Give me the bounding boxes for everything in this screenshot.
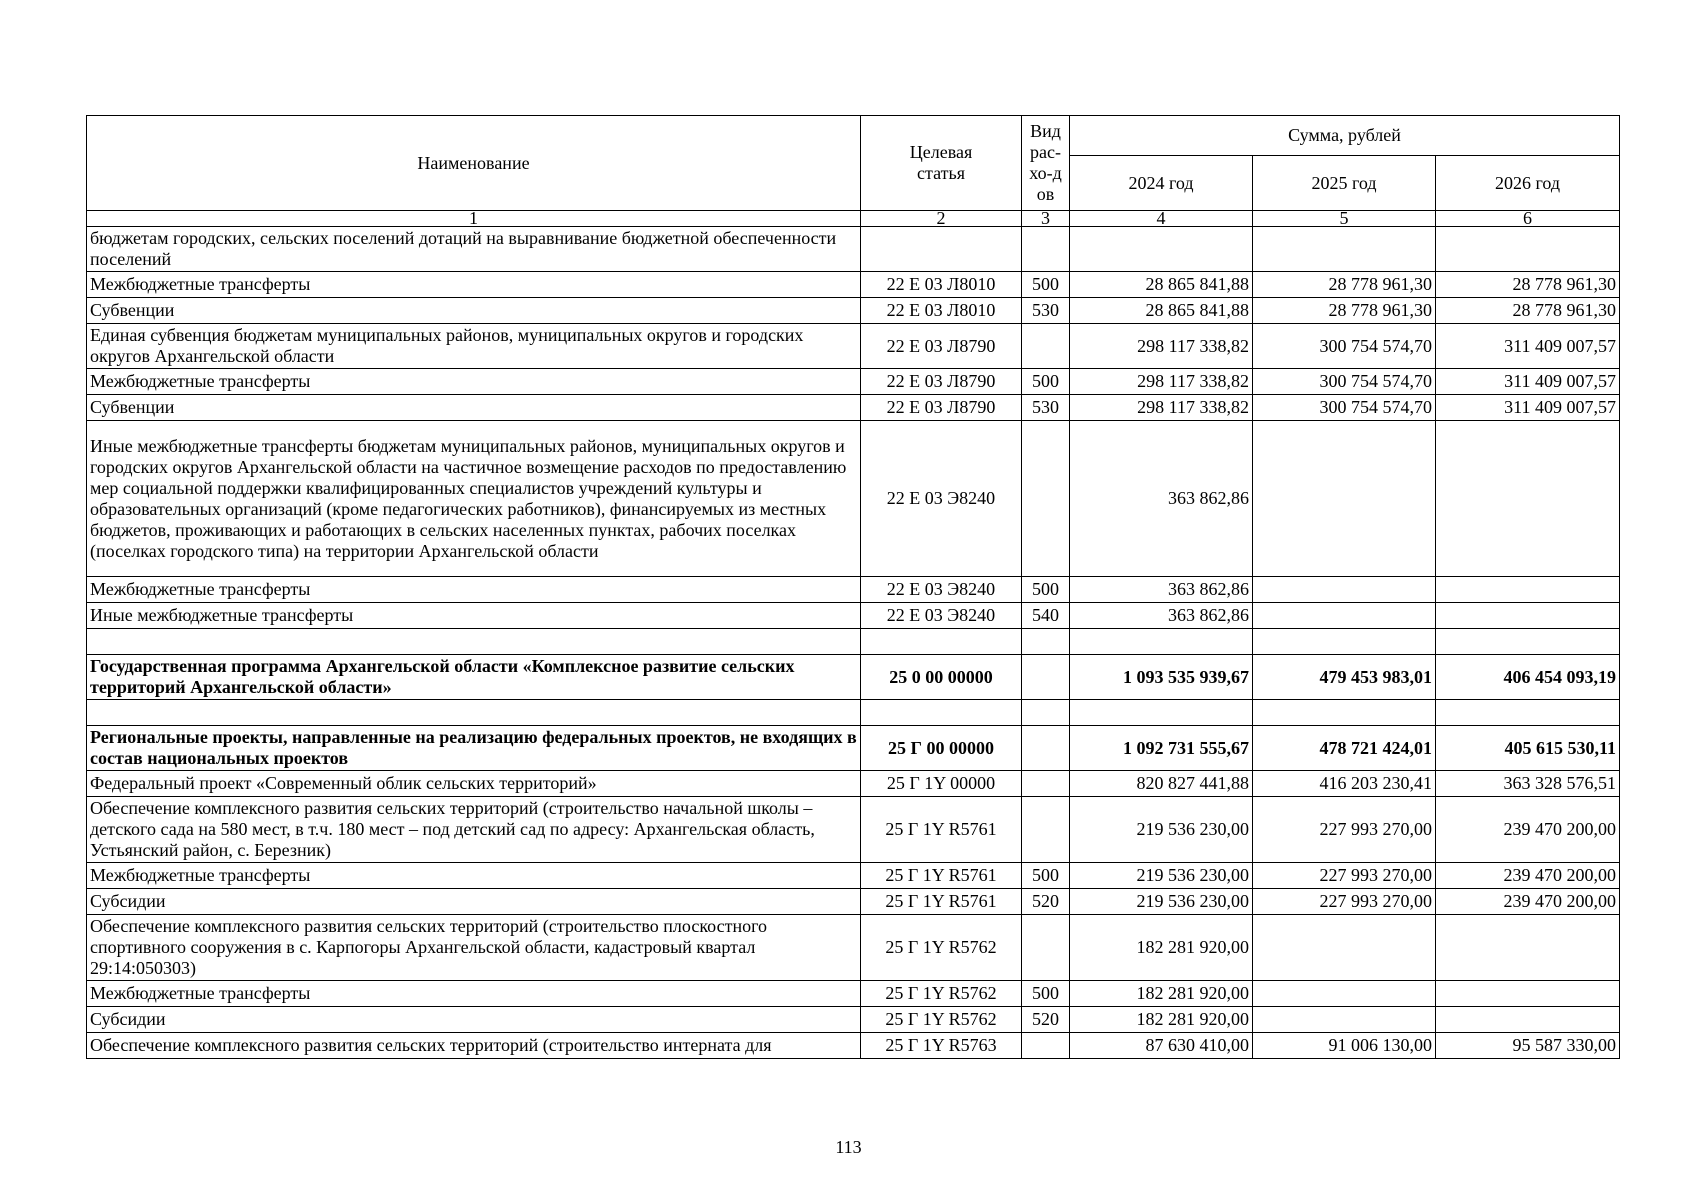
row-target-item-cell: 22 Е 03 Л8010 (861, 298, 1022, 324)
row-sum-2026-cell (1436, 421, 1620, 577)
row-sum-2025-cell: 300 754 574,70 (1253, 369, 1436, 395)
row-sum-2025-cell: 227 993 270,00 (1253, 889, 1436, 915)
row-expense-type-cell (1022, 655, 1070, 700)
row-name-cell: Межбюджетные трансферты (87, 577, 861, 603)
row-sum-2026-cell (1436, 1007, 1620, 1033)
row-sum-2024-cell: 1 093 535 939,67 (1070, 655, 1253, 700)
row-target-item-cell: 22 Е 03 Э8240 (861, 577, 1022, 603)
table-row (87, 863, 1620, 889)
row-sum-2024-cell: 298 117 338,82 (1070, 395, 1253, 421)
row-expense-type-cell: 540 (1022, 603, 1070, 629)
row-sum-2025-cell (1253, 577, 1436, 603)
row-expense-type-cell: 500 (1022, 369, 1070, 395)
header-target-item: Целевая статья (861, 116, 1022, 211)
row-sum-2025-cell (1253, 227, 1436, 272)
row-expense-type-cell (1022, 324, 1070, 369)
row-sum-2024-cell: 363 862,86 (1070, 577, 1253, 603)
row-target-item-cell: 25 Г 1Y 00000 (861, 771, 1022, 797)
row-sum-2026-cell: 311 409 007,57 (1436, 369, 1620, 395)
row-target-item-cell (861, 227, 1022, 272)
row-sum-2025-cell (1253, 915, 1436, 981)
row-sum-2024-cell: 363 862,86 (1070, 603, 1253, 629)
row-sum-2026-cell (1436, 603, 1620, 629)
row-sum-2026-cell (1436, 577, 1620, 603)
row-target-item-cell: 22 Е 03 Л8790 (861, 395, 1022, 421)
table-row (87, 655, 1620, 700)
row-expense-type-cell: 500 (1022, 863, 1070, 889)
row-sum-2026-cell: 28 778 961,30 (1436, 298, 1620, 324)
row-sum-2024-cell: 219 536 230,00 (1070, 797, 1253, 863)
row-expense-type-cell (1022, 771, 1070, 797)
row-target-item-cell: 25 Г 1Y R5762 (861, 1007, 1022, 1033)
row-sum-2025-cell: 227 993 270,00 (1253, 863, 1436, 889)
row-sum-2024-cell: 87 630 410,00 (1070, 1033, 1253, 1059)
table-row (87, 771, 1620, 797)
header-expense-type: Вид рас-хо-дов (1022, 116, 1070, 211)
row-name-cell: Межбюджетные трансферты (87, 863, 861, 889)
table-body (87, 227, 1620, 1059)
row-sum-2025-cell: 28 778 961,30 (1253, 298, 1436, 324)
row-sum-2024-cell: 28 865 841,88 (1070, 272, 1253, 298)
row-sum-2024-cell: 219 536 230,00 (1070, 863, 1253, 889)
row-name-cell: Единая субвенция бюджетам муниципальных районов, муниципальных округов и городских округов Архангельской области (87, 324, 861, 369)
table-row (87, 797, 1620, 863)
row-sum-2026-cell: 363 328 576,51 (1436, 771, 1620, 797)
row-sum-2024-cell: 28 865 841,88 (1070, 298, 1253, 324)
row-sum-2025-cell (1253, 981, 1436, 1007)
row-target-item-cell: 22 Е 03 Л8010 (861, 272, 1022, 298)
row-name-cell: Иные межбюджетные трансферты (87, 603, 861, 629)
row-expense-type-cell (1022, 1033, 1070, 1059)
row-expense-type-cell (1022, 915, 1070, 981)
row-expense-type-cell (1022, 700, 1070, 726)
row-target-item-cell: 25 Г 1Y R5761 (861, 863, 1022, 889)
header-name: Наименование (87, 116, 861, 211)
row-expense-type-cell: 530 (1022, 395, 1070, 421)
table-row (87, 421, 1620, 577)
header-year-2026: 2026 год (1436, 156, 1620, 211)
page-number: 113 (835, 1137, 862, 1157)
row-sum-2024-cell: 1 092 731 555,67 (1070, 726, 1253, 771)
table-row (87, 298, 1620, 324)
row-name-cell: Обеспечение комплексного развития сельских территорий (строительство интерната для (87, 1033, 861, 1059)
table-row (87, 227, 1620, 272)
column-number: 2 (861, 211, 1022, 227)
row-sum-2025-cell (1253, 603, 1436, 629)
row-sum-2024-cell: 298 117 338,82 (1070, 324, 1253, 369)
table-row (87, 981, 1620, 1007)
row-sum-2024-cell: 182 281 920,00 (1070, 1007, 1253, 1033)
table-row (87, 272, 1620, 298)
header-year-2024: 2024 год (1070, 156, 1253, 211)
row-name-cell: Субвенции (87, 298, 861, 324)
row-name-cell: Межбюджетные трансферты (87, 981, 861, 1007)
row-sum-2026-cell: 311 409 007,57 (1436, 324, 1620, 369)
row-target-item-cell (861, 700, 1022, 726)
row-name-cell: Обеспечение комплексного развития сельских территорий (строительство плоскостного спортивного сооружения в с. Карпогоры Архангельской области, кадастровый квартал 29:14:050303) (87, 915, 861, 981)
row-target-item-cell: 22 Е 03 Л8790 (861, 324, 1022, 369)
header-sum-group: Сумма, рублей (1070, 116, 1620, 156)
table-row (87, 395, 1620, 421)
row-target-item-cell (861, 629, 1022, 655)
row-sum-2025-cell: 300 754 574,70 (1253, 324, 1436, 369)
column-number: 6 (1436, 211, 1620, 227)
row-expense-type-cell (1022, 421, 1070, 577)
row-expense-type-cell: 500 (1022, 981, 1070, 1007)
row-name-cell: Федеральный проект «Современный облик сельских территорий» (87, 771, 861, 797)
row-name-cell: Субсидии (87, 1007, 861, 1033)
row-sum-2026-cell (1436, 629, 1620, 655)
row-expense-type-cell: 500 (1022, 272, 1070, 298)
row-sum-2026-cell: 95 587 330,00 (1436, 1033, 1620, 1059)
row-sum-2024-cell: 182 281 920,00 (1070, 981, 1253, 1007)
row-sum-2024-cell: 182 281 920,00 (1070, 915, 1253, 981)
table-row (87, 1033, 1620, 1059)
row-name-cell: Межбюджетные трансферты (87, 369, 861, 395)
column-number: 1 (87, 211, 861, 227)
table-header (87, 116, 1620, 227)
row-target-item-cell: 25 0 00 00000 (861, 655, 1022, 700)
row-target-item-cell: 22 Е 03 Э8240 (861, 421, 1022, 577)
row-name-cell: Обеспечение комплексного развития сельских территорий (строительство начальной школы – детского сада на 580 мест, в т.ч. 180 мест – под детский сад по адресу: Архангельская область, Устьянский район, с. Березник) (87, 797, 861, 863)
row-name-cell: Субсидии (87, 889, 861, 915)
row-sum-2025-cell: 28 778 961,30 (1253, 272, 1436, 298)
column-number: 4 (1070, 211, 1253, 227)
table-row (87, 889, 1620, 915)
budget-table (86, 115, 1620, 1059)
row-expense-type-cell: 520 (1022, 889, 1070, 915)
row-name-cell: Иные межбюджетные трансферты бюджетам муниципальных районов, муниципальных округов и городских округов Архангельской области на частичное возмещение расходов по предоставлению мер социальной поддержки квалифицированных специалистов учреждений культуры и образовательных организаций (кроме педагогических работников), финансируемых из местных бюджетов, проживающих и работающих в сельских населенных пунктах, рабочих поселках (поселках городского типа) на территории Архангельской области (87, 421, 861, 577)
row-sum-2026-cell (1436, 227, 1620, 272)
row-expense-type-cell: 530 (1022, 298, 1070, 324)
row-target-item-cell: 25 Г 1Y R5763 (861, 1033, 1022, 1059)
row-sum-2026-cell: 406 454 093,19 (1436, 655, 1620, 700)
column-number-row (87, 211, 1620, 227)
row-sum-2026-cell: 405 615 530,11 (1436, 726, 1620, 771)
row-target-item-cell: 22 Е 03 Л8790 (861, 369, 1022, 395)
row-sum-2024-cell: 363 862,86 (1070, 421, 1253, 577)
row-sum-2026-cell (1436, 915, 1620, 981)
header-year-2025: 2025 год (1253, 156, 1436, 211)
row-sum-2025-cell: 300 754 574,70 (1253, 395, 1436, 421)
row-target-item-cell: 25 Г 1Y R5761 (861, 889, 1022, 915)
table-row (87, 324, 1620, 369)
table-row (87, 577, 1620, 603)
row-sum-2026-cell (1436, 700, 1620, 726)
row-sum-2024-cell: 219 536 230,00 (1070, 889, 1253, 915)
row-sum-2026-cell (1436, 981, 1620, 1007)
row-sum-2024-cell: 820 827 441,88 (1070, 771, 1253, 797)
table-row (87, 1007, 1620, 1033)
row-expense-type-cell (1022, 797, 1070, 863)
row-sum-2025-cell: 416 203 230,41 (1253, 771, 1436, 797)
row-sum-2025-cell (1253, 1007, 1436, 1033)
row-sum-2025-cell: 478 721 424,01 (1253, 726, 1436, 771)
row-name-cell (87, 700, 861, 726)
row-target-item-cell: 25 Г 1Y R5761 (861, 797, 1022, 863)
column-number: 3 (1022, 211, 1070, 227)
row-name-cell: Межбюджетные трансферты (87, 272, 861, 298)
row-target-item-cell: 22 Е 03 Э8240 (861, 603, 1022, 629)
row-name-cell: Государственная программа Архангельской области «Комплексное развитие сельских территорий Архангельской области» (87, 655, 861, 700)
row-sum-2025-cell (1253, 629, 1436, 655)
row-sum-2026-cell: 239 470 200,00 (1436, 797, 1620, 863)
row-name-cell: Субвенции (87, 395, 861, 421)
row-expense-type-cell (1022, 629, 1070, 655)
row-sum-2025-cell (1253, 700, 1436, 726)
row-name-cell: Региональные проекты, направленные на реализацию федеральных проектов, не входящих в состав национальных проектов (87, 726, 861, 771)
table-row (87, 700, 1620, 726)
table-row (87, 629, 1620, 655)
column-number: 5 (1253, 211, 1436, 227)
row-target-item-cell: 25 Г 1Y R5762 (861, 915, 1022, 981)
row-sum-2025-cell: 227 993 270,00 (1253, 797, 1436, 863)
row-name-cell: бюджетам городских, сельских поселений дотаций на выравнивание бюджетной обеспеченности поселений (87, 227, 861, 272)
row-sum-2026-cell: 311 409 007,57 (1436, 395, 1620, 421)
row-sum-2024-cell (1070, 629, 1253, 655)
row-sum-2024-cell: 298 117 338,82 (1070, 369, 1253, 395)
row-sum-2024-cell (1070, 700, 1253, 726)
row-sum-2024-cell (1070, 227, 1253, 272)
row-expense-type-cell: 520 (1022, 1007, 1070, 1033)
table-row (87, 915, 1620, 981)
table-row (87, 726, 1620, 771)
row-sum-2025-cell: 91 006 130,00 (1253, 1033, 1436, 1059)
row-sum-2026-cell: 239 470 200,00 (1436, 863, 1620, 889)
row-sum-2025-cell: 479 453 983,01 (1253, 655, 1436, 700)
row-name-cell (87, 629, 861, 655)
row-expense-type-cell (1022, 726, 1070, 771)
row-target-item-cell: 25 Г 00 00000 (861, 726, 1022, 771)
row-expense-type-cell (1022, 227, 1070, 272)
row-expense-type-cell: 500 (1022, 577, 1070, 603)
table-row (87, 369, 1620, 395)
row-target-item-cell: 25 Г 1Y R5762 (861, 981, 1022, 1007)
row-sum-2026-cell: 28 778 961,30 (1436, 272, 1620, 298)
row-sum-2025-cell (1253, 421, 1436, 577)
table-row (87, 603, 1620, 629)
row-sum-2026-cell: 239 470 200,00 (1436, 889, 1620, 915)
